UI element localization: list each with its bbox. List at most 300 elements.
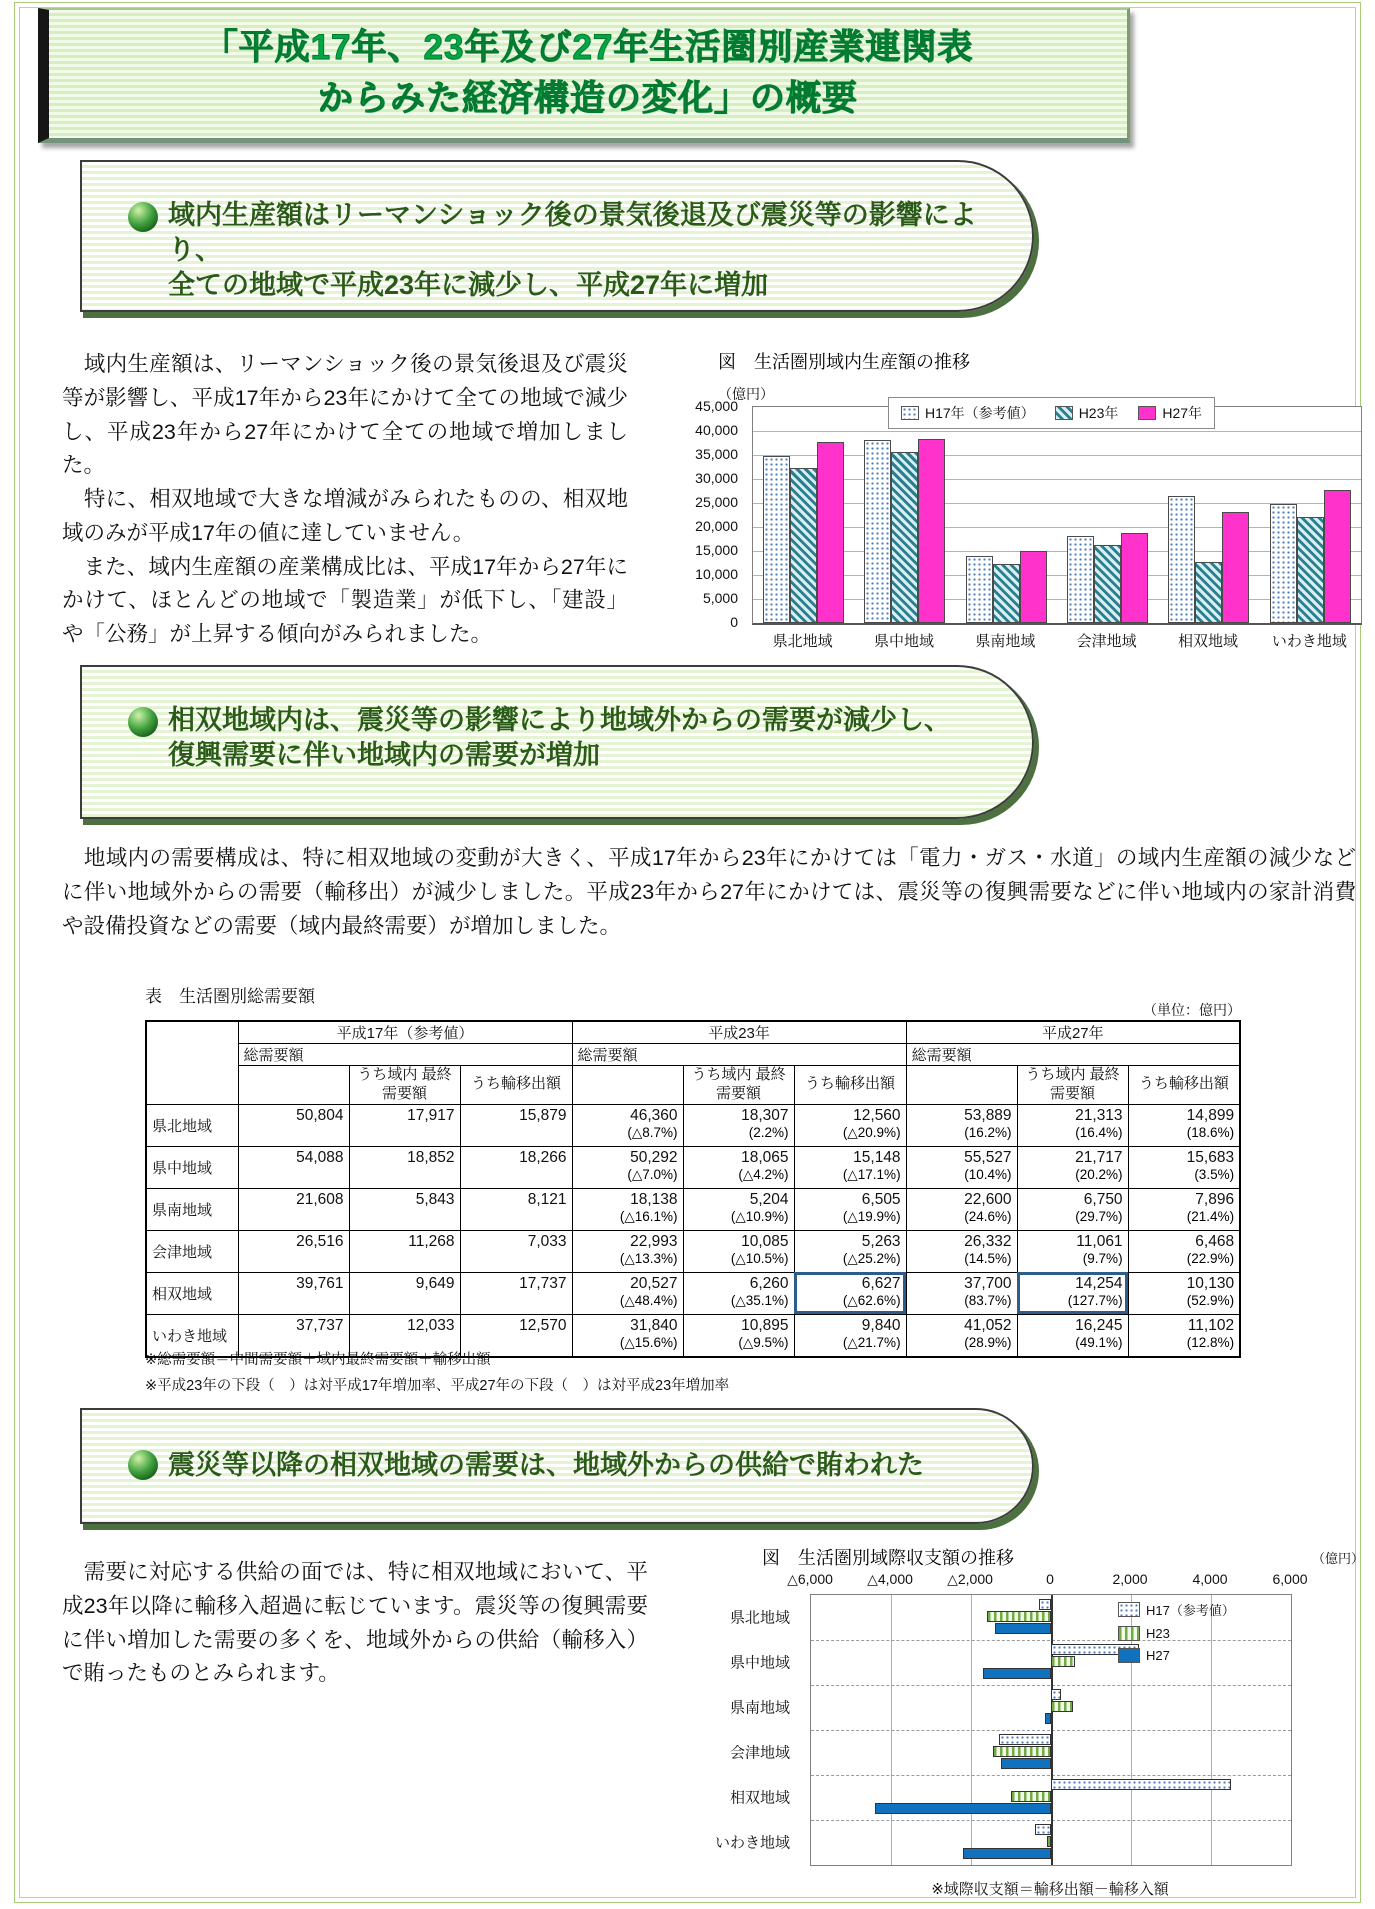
bar xyxy=(1168,496,1195,623)
cell-percent: (△62.6%) xyxy=(842,1292,901,1308)
cell-percent: (29.7%) xyxy=(1075,1208,1123,1224)
bar-group xyxy=(1260,407,1361,623)
cell-value: 11,102 xyxy=(1187,1316,1235,1334)
table-row xyxy=(146,1272,1240,1314)
bar xyxy=(993,1746,1051,1757)
bar xyxy=(1051,1656,1075,1667)
bar xyxy=(1094,545,1121,623)
cell-percent xyxy=(466,1167,567,1182)
cell-percent: (△9.5%) xyxy=(738,1334,789,1350)
cell-percent: (△10.5%) xyxy=(730,1250,789,1266)
table-value-cell xyxy=(572,1272,683,1314)
table-row xyxy=(146,1188,1240,1230)
cell-value: 22,993 xyxy=(630,1232,678,1250)
production-chart xyxy=(630,342,1370,664)
paragraph-1a: 域内生産額は、リーマンショック後の景気後退及び震災等が影響し、平成17年から23年にかけて全ての地域で減少し、平成23年から27年にかけて全ての地域で増加しました。 xyxy=(62,352,628,478)
cell-value: 5,843 xyxy=(415,1190,455,1208)
table-value-cell xyxy=(572,1188,683,1230)
cell-value: 54,088 xyxy=(296,1148,344,1166)
table-value-cell xyxy=(349,1272,460,1314)
cell-value: 18,266 xyxy=(519,1148,567,1166)
cell-value: 15,148 xyxy=(853,1148,901,1166)
region-label: 会津地域 xyxy=(146,1230,238,1272)
cell-percent: (2.2%) xyxy=(748,1124,789,1140)
cell-percent: (3.5%) xyxy=(1194,1166,1235,1182)
legend-label: H27年 xyxy=(1162,405,1203,421)
table-value-cell xyxy=(906,1272,1017,1314)
cell-value: 10,085 xyxy=(741,1232,789,1250)
sub-header-export: うち輸移出額 xyxy=(794,1066,906,1105)
table-note-1: ※総需要額＝中間需要額＋域内最終需要額＋輸移出額 xyxy=(145,1352,491,1368)
cell-percent xyxy=(355,1209,455,1224)
bar xyxy=(999,1734,1051,1745)
bar xyxy=(1001,1758,1051,1769)
region-label: 県南地域 xyxy=(146,1188,238,1230)
balance-chart-xlabels xyxy=(787,1571,1308,1589)
bar xyxy=(1011,1791,1051,1802)
cell-percent: (△25.2%) xyxy=(842,1250,901,1266)
x-tick-label: 2,000 xyxy=(1112,1571,1148,1587)
bar xyxy=(1020,551,1047,623)
sub-header-final-demand: うち域内 最終需要額 xyxy=(683,1066,794,1105)
green-ball-icon xyxy=(128,707,158,737)
cell-percent: (16.4%) xyxy=(1075,1124,1123,1140)
cell-percent: (△4.2%) xyxy=(738,1166,789,1182)
bar xyxy=(1121,533,1148,623)
demand-table-unit: （単位：億円） xyxy=(1143,1002,1241,1018)
sub-header-export: うち輸移出額 xyxy=(460,1066,572,1105)
cell-value: 15,879 xyxy=(519,1106,567,1124)
cell-value: 55,527 xyxy=(964,1148,1012,1166)
year-header-h23: 平成23年 xyxy=(572,1021,906,1044)
table-value-cell xyxy=(572,1104,683,1146)
legend-label: H27 xyxy=(1146,1648,1170,1663)
section2-heading-line2: 復興需要に伴い地域内の需要が増加 xyxy=(168,740,600,771)
cell-value: 18,307 xyxy=(741,1106,789,1124)
cell-percent: (△21.7%) xyxy=(842,1334,901,1350)
cell-value: 6,750 xyxy=(1083,1190,1123,1208)
table-value-cell xyxy=(460,1104,572,1146)
cell-value: 11,268 xyxy=(408,1232,455,1250)
cell-percent: (△8.7%) xyxy=(627,1124,678,1140)
table-value-cell xyxy=(1017,1188,1128,1230)
table-value-cell xyxy=(349,1188,460,1230)
cell-value: 39,761 xyxy=(296,1274,344,1292)
paragraph-1b: 特に、相双地域で大きな増減がみられたものの、相双地域のみが平成17年の値に達していません。 xyxy=(62,487,628,545)
cell-value: 6,627 xyxy=(861,1274,901,1292)
cell-value: 50,292 xyxy=(630,1148,678,1166)
table-value-cell xyxy=(1017,1230,1128,1272)
y-tick-label: 10,000 xyxy=(695,566,738,582)
bar xyxy=(1051,1689,1061,1700)
y-tick-label: 5,000 xyxy=(702,590,738,606)
cell-value: 26,516 xyxy=(296,1232,344,1250)
table-value-cell xyxy=(349,1146,460,1188)
bar xyxy=(1195,562,1222,623)
bar xyxy=(1039,1599,1051,1610)
legend-label: H17（参考値） xyxy=(1146,1603,1235,1618)
cell-value: 37,737 xyxy=(296,1316,344,1334)
table-value-cell xyxy=(906,1230,1017,1272)
cell-value: 9,840 xyxy=(861,1316,901,1334)
table-value-cell xyxy=(794,1188,906,1230)
cell-percent: (52.9%) xyxy=(1186,1292,1235,1308)
table-value-cell xyxy=(683,1104,794,1146)
green-ball-icon xyxy=(128,202,158,232)
bar xyxy=(963,1848,1051,1859)
cell-value: 6,505 xyxy=(861,1190,901,1208)
legend-item xyxy=(1118,1626,1278,1641)
section1-heading-line1: 域内生産額はリーマンショック後の景気後退及び震災等の影響により、 xyxy=(168,200,977,266)
cell-percent xyxy=(466,1125,567,1140)
x-category-label: いわき地域 xyxy=(1271,633,1347,650)
y-tick-label: 35,000 xyxy=(695,446,738,462)
balance-chart-legend xyxy=(1118,1600,1278,1663)
cell-value: 31,840 xyxy=(630,1316,678,1334)
cell-percent: (21.4%) xyxy=(1186,1208,1235,1224)
production-chart-plot xyxy=(752,406,1362,625)
sub-header-final-demand: うち域内 最終需要額 xyxy=(1017,1066,1128,1105)
bar xyxy=(817,442,844,623)
cell-value: 14,899 xyxy=(1186,1106,1235,1124)
cell-percent xyxy=(355,1125,455,1140)
legend-item xyxy=(1055,403,1119,423)
supply-paragraph xyxy=(62,1556,648,1691)
balance-chart-title: 図 生活圏別域際収支額の推移 xyxy=(762,1548,1014,1568)
page-title-line1: 「平成17年、23年及び27年生活圏別産業連関表 xyxy=(202,28,974,68)
section1-heading-line2: 全ての地域で平成23年に減少し、平成27年に増加 xyxy=(168,270,769,301)
cell-percent xyxy=(244,1251,344,1266)
y-tick-label: 20,000 xyxy=(695,518,738,534)
table-value-cell xyxy=(1128,1146,1240,1188)
table-value-cell xyxy=(1017,1272,1128,1314)
balance-chart-unit: （億円） xyxy=(1311,1551,1364,1566)
section-banner-supply xyxy=(80,1408,1034,1524)
cell-percent: (28.9%) xyxy=(964,1334,1012,1350)
cell-percent xyxy=(244,1209,344,1224)
table-value-cell xyxy=(683,1146,794,1188)
production-chart-legend xyxy=(888,397,1215,429)
cell-value: 10,130 xyxy=(1186,1274,1235,1292)
cell-percent xyxy=(244,1167,344,1182)
cell-percent: (△15.6%) xyxy=(619,1334,678,1350)
legend-swatch xyxy=(1118,1602,1140,1617)
cell-percent: (49.1%) xyxy=(1075,1334,1123,1350)
cell-value: 41,052 xyxy=(964,1316,1012,1334)
table-value-cell xyxy=(794,1230,906,1272)
bar-group xyxy=(956,407,1057,623)
x-category-label: 県中地域 xyxy=(873,633,934,650)
x-tick-label: 4,000 xyxy=(1192,1571,1228,1587)
table-value-cell xyxy=(683,1188,794,1230)
y-tick-label: 0 xyxy=(730,614,738,630)
cell-percent: (20.2%) xyxy=(1075,1166,1123,1182)
x-tick-label: △6,000 xyxy=(787,1571,833,1587)
legend-label: H17年（参考値） xyxy=(925,405,1035,421)
cell-percent: (83.7%) xyxy=(964,1292,1012,1308)
cell-percent: (16.2%) xyxy=(964,1124,1012,1140)
legend-swatch xyxy=(1118,1626,1140,1641)
region-label: 県北地域 xyxy=(146,1104,238,1146)
table-value-cell xyxy=(1128,1272,1240,1314)
table-value-cell xyxy=(906,1188,1017,1230)
sub-header-final-demand: うち域内 最終需要額 xyxy=(349,1066,460,1105)
cell-percent: (12.8%) xyxy=(1186,1334,1235,1350)
table-value-cell xyxy=(572,1230,683,1272)
region-label: 県北地域 xyxy=(729,1609,790,1626)
legend-swatch xyxy=(901,406,919,420)
legend-item xyxy=(1138,403,1202,423)
cell-percent: (△13.3%) xyxy=(619,1250,678,1266)
cell-value: 15,683 xyxy=(1186,1148,1235,1166)
cell-percent: (22.9%) xyxy=(1186,1250,1235,1266)
cell-percent xyxy=(355,1293,455,1308)
cell-value: 21,313 xyxy=(1075,1106,1123,1124)
table-value-cell xyxy=(460,1188,572,1230)
table-value-cell xyxy=(794,1272,906,1314)
table-value-cell xyxy=(460,1230,572,1272)
table-value-cell xyxy=(683,1272,794,1314)
table-year-header-row xyxy=(146,1021,1240,1044)
x-tick-label: △2,000 xyxy=(947,1571,993,1587)
table-value-cell xyxy=(238,1188,349,1230)
table-value-cell xyxy=(906,1146,1017,1188)
cell-value: 9,649 xyxy=(415,1274,455,1292)
bar-group xyxy=(854,407,955,623)
production-paragraph xyxy=(62,348,628,652)
demand-table-body xyxy=(146,1104,1240,1357)
cell-value: 7,033 xyxy=(527,1232,567,1250)
table-value-cell xyxy=(794,1314,906,1357)
bar xyxy=(1047,1836,1051,1847)
cell-value: 8,121 xyxy=(527,1190,567,1208)
cell-value: 17,737 xyxy=(519,1274,567,1292)
bar xyxy=(1297,517,1324,623)
y-tick-label: 15,000 xyxy=(695,542,738,558)
region-label: 相双地域 xyxy=(146,1272,238,1314)
group-header-total-demand: 総需要額 xyxy=(906,1044,1240,1066)
zero-axis xyxy=(1051,1595,1053,1865)
table-value-cell xyxy=(683,1314,794,1357)
bar xyxy=(983,1668,1051,1679)
table-value-cell xyxy=(1128,1230,1240,1272)
cell-value: 20,527 xyxy=(630,1274,678,1292)
cell-value: 5,204 xyxy=(749,1190,789,1208)
x-category-label: 県南地域 xyxy=(975,633,1036,650)
cell-percent: (9.7%) xyxy=(1082,1250,1123,1266)
table-value-cell xyxy=(349,1230,460,1272)
region-label: いわき地域 xyxy=(714,1834,790,1851)
bar xyxy=(1222,512,1249,623)
cell-percent: (14.5%) xyxy=(964,1250,1012,1266)
cell-value: 50,804 xyxy=(296,1106,344,1124)
table-value-cell xyxy=(1017,1314,1128,1357)
cell-value: 14,254 xyxy=(1075,1274,1123,1292)
cell-percent: (△48.4%) xyxy=(619,1292,678,1308)
table-value-cell xyxy=(906,1314,1017,1357)
bar xyxy=(987,1611,1051,1622)
table-value-cell xyxy=(1128,1314,1240,1357)
bar xyxy=(763,456,790,623)
bar xyxy=(864,440,891,623)
bar xyxy=(918,439,945,623)
cell-value: 11,061 xyxy=(1076,1232,1123,1250)
title-banner xyxy=(38,8,1130,143)
cell-value: 6,468 xyxy=(1195,1232,1235,1250)
cell-percent: (18.6%) xyxy=(1186,1124,1235,1140)
page-title-line2: からみた経済構造の変化」の概要 xyxy=(317,79,858,118)
demand-table-caption: 表 生活圏別総需要額 xyxy=(145,987,315,1006)
cell-value: 10,895 xyxy=(741,1316,789,1334)
region-label: いわき地域 xyxy=(146,1314,238,1357)
bar xyxy=(1051,1779,1231,1790)
legend-swatch xyxy=(1138,406,1156,420)
legend-label: H23年 xyxy=(1078,405,1119,421)
bar xyxy=(966,556,993,623)
group-header-total-demand: 総需要額 xyxy=(238,1044,572,1066)
cell-percent xyxy=(466,1209,567,1224)
legend-swatch xyxy=(1118,1648,1140,1663)
sub-header-export: うち輸移出額 xyxy=(1128,1066,1240,1105)
cell-percent: (△19.9%) xyxy=(842,1208,901,1224)
year-header-h17: 平成17年（参考値） xyxy=(238,1021,572,1044)
cell-value: 12,560 xyxy=(853,1106,901,1124)
balance-chart-note: ※域際収支額＝輸移出額－輸移入額 xyxy=(931,1881,1169,1898)
y-tick-label: 30,000 xyxy=(695,470,738,486)
table-sub-header-row xyxy=(146,1066,1240,1105)
cell-value: 17,917 xyxy=(407,1106,455,1124)
cell-percent xyxy=(244,1125,344,1140)
table-value-cell xyxy=(794,1146,906,1188)
cell-percent: (△10.9%) xyxy=(730,1208,789,1224)
legend-item xyxy=(1118,1648,1278,1663)
bar-group xyxy=(1057,407,1158,623)
region-label: 県中地域 xyxy=(729,1654,790,1671)
cell-value: 21,608 xyxy=(296,1190,344,1208)
cell-percent xyxy=(466,1251,567,1266)
x-tick-label: 6,000 xyxy=(1272,1571,1308,1587)
paragraph-2: 地域内の需要構成は、特に相双地域の変動が大きく、平成17年から23年にかけては「電力・ガス・水道」の域内生産額の減少などに伴い地域外からの需要（輸移出）が減少しました。平成23年から27年にかけては、震災等の復興需要などに伴い地域内の家計消費や設備投資などの需要（域内最終需要）が増加しました。 xyxy=(62,846,1356,938)
demand-paragraph xyxy=(62,842,1356,943)
table-value-cell xyxy=(572,1146,683,1188)
cell-value: 16,245 xyxy=(1075,1316,1123,1334)
section-banner-production xyxy=(80,160,1034,312)
cell-value: 7,896 xyxy=(1195,1190,1235,1208)
table-value-cell xyxy=(1017,1104,1128,1146)
year-header-h27: 平成27年 xyxy=(906,1021,1240,1044)
cell-percent: (24.6%) xyxy=(964,1208,1012,1224)
cell-value: 12,570 xyxy=(519,1316,567,1334)
table-value-cell xyxy=(572,1314,683,1357)
cell-value: 6,260 xyxy=(749,1274,789,1292)
section2-heading-line1: 相双地域内は、震災等の影響により地域外からの需要が減少し、 xyxy=(168,705,951,735)
cell-value: 22,600 xyxy=(964,1190,1012,1208)
group-header-total-demand: 総需要額 xyxy=(572,1044,906,1066)
cell-percent: (△7.0%) xyxy=(627,1166,678,1182)
table-row xyxy=(146,1104,1240,1146)
green-ball-icon xyxy=(128,1450,158,1480)
bar-group xyxy=(1158,407,1259,623)
production-chart-unit: （億円） xyxy=(718,386,774,402)
table-note-2: ※平成23年の下段（ ）は対平成17年増加率、平成27年の下段（ ）は対平成23年増加率 xyxy=(145,1378,730,1394)
cell-percent: (10.4%) xyxy=(964,1166,1012,1182)
table-value-cell xyxy=(1017,1146,1128,1188)
section-banner-demand xyxy=(80,665,1034,819)
table-value-cell xyxy=(1128,1188,1240,1230)
x-tick-label: 0 xyxy=(1046,1571,1054,1587)
bar xyxy=(995,1623,1051,1634)
cell-percent: (△35.1%) xyxy=(730,1292,789,1308)
balance-chart xyxy=(650,1538,1370,1904)
paragraph-3: 需要に対応する供給の面では、特に相双地域において、平成23年以降に輸移入超過に転じています。震災等の復興需要に伴い増加した需要の多くを、地域外からの供給（輸移入）で賄ったものとみられます。 xyxy=(62,1560,648,1686)
table-value-cell xyxy=(349,1104,460,1146)
bar xyxy=(1045,1713,1051,1724)
table-group-header-row xyxy=(146,1044,1240,1066)
legend-swatch xyxy=(1055,406,1073,420)
bar xyxy=(1067,536,1094,623)
bar xyxy=(891,452,918,623)
cell-value: 18,065 xyxy=(741,1148,789,1166)
bar xyxy=(1035,1824,1051,1835)
y-tick-label: 45,000 xyxy=(695,398,738,414)
production-chart-xlabels xyxy=(752,630,1360,654)
production-chart-ylabels xyxy=(630,398,744,630)
table-value-cell xyxy=(238,1146,349,1188)
table-value-cell xyxy=(1128,1104,1240,1146)
table-value-cell xyxy=(460,1272,572,1314)
legend-item xyxy=(901,403,1035,423)
bar xyxy=(1270,504,1297,623)
region-label: 会津地域 xyxy=(729,1744,790,1761)
legend-label: H23 xyxy=(1146,1626,1170,1641)
x-category-label: 県北地域 xyxy=(772,633,833,650)
bar xyxy=(993,564,1020,623)
bar xyxy=(790,468,817,623)
table-row xyxy=(146,1230,1240,1272)
cell-value: 37,700 xyxy=(964,1274,1012,1292)
table-value-cell xyxy=(238,1230,349,1272)
table-value-cell xyxy=(906,1104,1017,1146)
demand-table xyxy=(145,1020,1241,1358)
table-value-cell xyxy=(460,1146,572,1188)
x-tick-label: △4,000 xyxy=(867,1571,913,1587)
cell-percent xyxy=(355,1167,455,1182)
paragraph-1c: また、域内生産額の産業構成比は、平成17年から27年にかけて、ほとんどの地域で「製造業」が低下し、「建設」や「公務」が上昇する傾向がみられました。 xyxy=(62,554,628,646)
bar xyxy=(1324,490,1351,623)
cell-value: 18,138 xyxy=(630,1190,678,1208)
legend-item xyxy=(1118,1600,1278,1619)
bar-group xyxy=(753,407,854,623)
y-tick-label: 40,000 xyxy=(695,422,738,438)
cell-percent: (127.7%) xyxy=(1067,1292,1123,1308)
region-label: 県南地域 xyxy=(729,1699,790,1716)
x-category-label: 相双地域 xyxy=(1177,633,1238,650)
cell-percent: (△17.1%) xyxy=(842,1166,901,1182)
table-value-cell xyxy=(794,1104,906,1146)
region-label: 県中地域 xyxy=(146,1146,238,1188)
y-tick-label: 25,000 xyxy=(695,494,738,510)
production-chart-title: 図 生活圏別域内生産額の推移 xyxy=(718,352,970,372)
table-corner-cell xyxy=(146,1021,238,1104)
cell-value: 53,889 xyxy=(964,1106,1012,1124)
cell-value: 18,852 xyxy=(407,1148,455,1166)
cell-percent: (△16.1%) xyxy=(619,1208,678,1224)
table-value-cell xyxy=(238,1272,349,1314)
section3-heading-line1: 震災等以降の相双地域の需要は、地域外からの供給で賄われた xyxy=(168,1450,924,1480)
balance-chart-region-labels xyxy=(650,1594,800,1864)
cell-percent: (△20.9%) xyxy=(842,1124,901,1140)
cell-value: 46,360 xyxy=(630,1106,678,1124)
